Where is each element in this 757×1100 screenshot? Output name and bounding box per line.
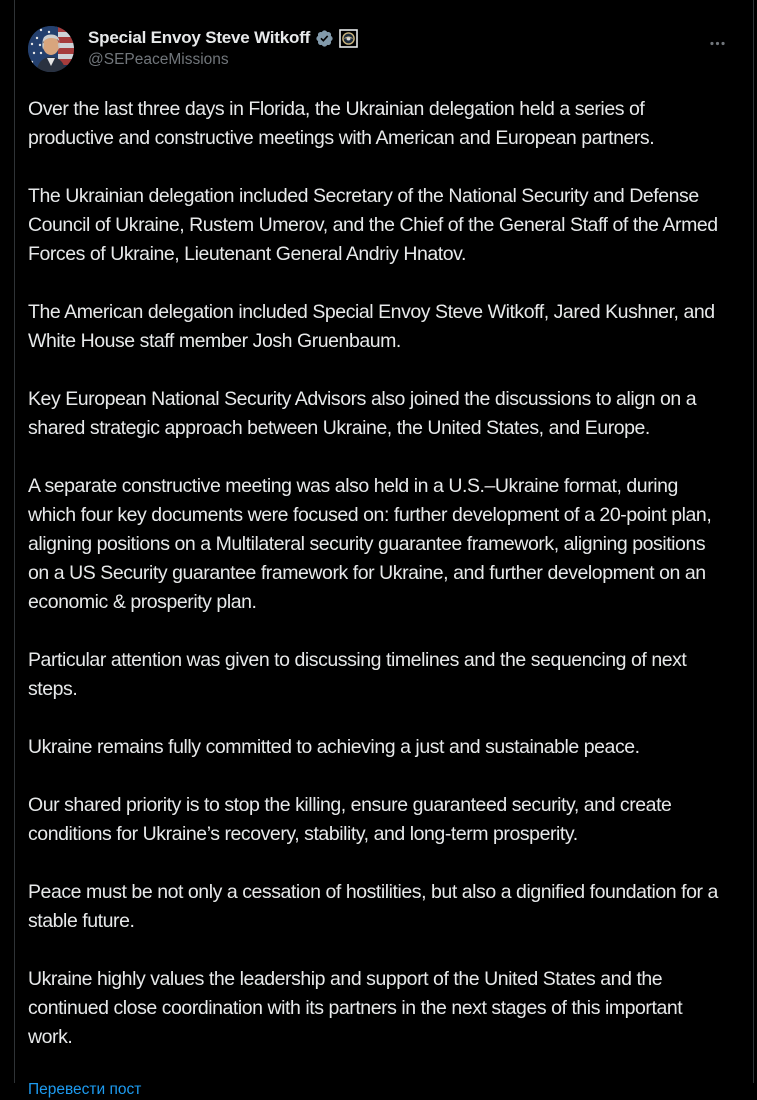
- post-paragraph: Ukraine remains fully committed to achieving a just and sustainable peace.: [28, 736, 640, 758]
- government-affiliate-badge-icon[interactable]: [339, 29, 358, 48]
- author-names: [88, 26, 358, 69]
- more-horizontal-icon: [708, 34, 727, 53]
- post-paragraph: Over the last three days in Florida, the Ukrainian delegation held a series of productive and constructive meetings with American and European partners.: [28, 98, 655, 149]
- post-paragraph: The American delegation included Special Envoy Steve Witkoff, Jared Kushner, and White House staff member Josh Gruenbaum.: [28, 301, 715, 352]
- post-paragraph: Key European National Security Advisors also joined the discussions to align on a shared strategic approach between Ukraine, the United States, and Europe.: [28, 388, 697, 439]
- post-paragraph: Peace must be not only a cessation of hostilities, but also a dignified foundation for a stable future.: [28, 881, 718, 932]
- verified-badge-icon[interactable]: [315, 29, 334, 48]
- post-paragraph: Our shared priority is to stop the killing, ensure guaranteed security, and create conditions for Ukraine’s recovery, stability, and long-term prosperity.: [28, 794, 672, 845]
- timeline-column: [14, 0, 754, 1098]
- more-button[interactable]: [706, 32, 729, 58]
- translate-post-link[interactable]: Перевести пост: [28, 1081, 142, 1098]
- tweet-header: [28, 26, 729, 72]
- post-paragraph: The Ukrainian delegation included Secretary of the National Security and Defense Council of Ukraine, Rustem Umerov, and the Chief of the General Staff of the Armed Forces of Ukraine, Lieutenant General Andriy Hnatov.: [28, 185, 718, 265]
- post-paragraph: Ukraine highly values the leadership and support of the United States and the continued close coordination with its partners in the next stages of this important work.: [28, 968, 683, 1048]
- avatar[interactable]: [28, 26, 74, 72]
- author-handle[interactable]: @SEPeaceMissions: [88, 51, 229, 68]
- post-paragraph: Particular attention was given to discussing timelines and the sequencing of next steps.: [28, 649, 687, 700]
- profile-photo-icon: [28, 26, 74, 72]
- tweet-post: [15, 0, 753, 1100]
- post-paragraph: A separate constructive meeting was also held in a U.S.–Ukraine format, during which four key documents were focused on: further development of a 20-point plan, aligning positions on a Multilateral security guarantee framework, aligning positions on a US Security guarantee framework for Ukraine, and further development on an economic & prosperity plan.: [28, 475, 712, 613]
- author-display-name[interactable]: Special Envoy Steve Witkoff: [88, 28, 311, 47]
- post-text: [28, 95, 729, 1052]
